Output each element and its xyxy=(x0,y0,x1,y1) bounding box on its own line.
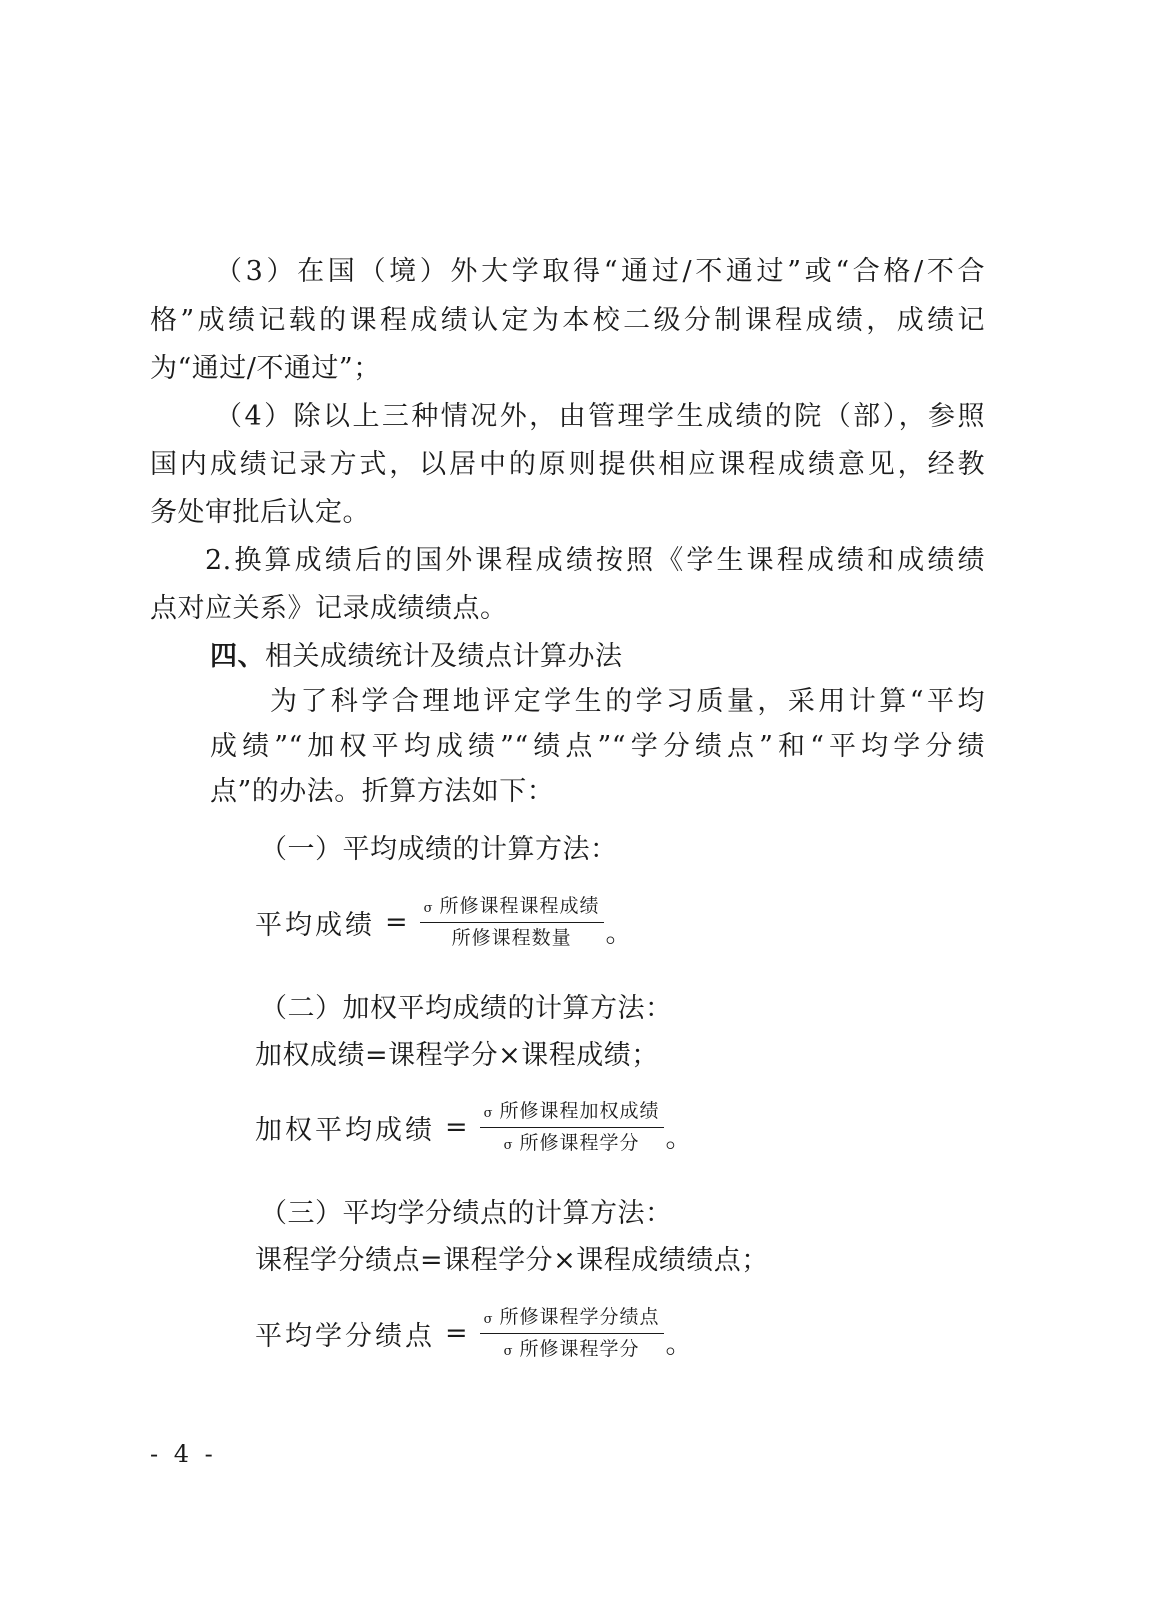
weighted-average-formula xyxy=(255,1100,693,1155)
paragraph-3-line-3: 为“通过/不通过”； xyxy=(150,353,381,384)
section-4-heading-number: 四、 xyxy=(210,641,265,672)
sub-3-title: （三）平均学分绩点的计算方法： xyxy=(260,1198,673,1229)
paragraph-4-line-2: 国内成绩记录方式，以居中的原则提供相应课程成绩意见，经教 xyxy=(150,449,985,480)
denominator-text: 所修课程学分 xyxy=(519,1131,640,1154)
paragraph-3-line-2: 格”成绩记载的课程成绩认定为本校二级分制课程成绩，成绩记 xyxy=(150,305,985,336)
section-4-intro-line-3: 点”的办法。折算方法如下： xyxy=(210,776,555,807)
fraction xyxy=(480,1306,664,1361)
sigma-symbol: σ xyxy=(483,1312,494,1327)
equals-sign: = xyxy=(445,1111,468,1143)
average-score-formula xyxy=(255,895,633,950)
formula-lhs: 平均成绩 xyxy=(255,909,375,941)
equals-sign: = xyxy=(385,906,408,938)
section-4-intro-line-2: 成绩”“加权平均成绩”“绩点”“学分绩点”和“平均学分绩 xyxy=(210,731,985,762)
numerator-text: 所修课程学分绩点 xyxy=(499,1306,660,1328)
sub-2-definition: 加权成绩=课程学分×课程成绩； xyxy=(255,1040,659,1071)
section-4-intro-line-1: 为了科学合理地评定学生的学习质量，采用计算“平均 xyxy=(270,686,985,717)
numerator-text: 所修课程加权成绩 xyxy=(499,1100,660,1122)
item-2-line-1: 2.换算成绩后的国外课程成绩按照《学生课程成绩和成绩绩 xyxy=(205,545,985,576)
sub-3-definition: 课程学分绩点=课程学分×课程成绩绩点； xyxy=(255,1245,769,1276)
formula-lhs: 加权平均成绩 xyxy=(255,1114,435,1146)
fraction-numerator xyxy=(480,1100,664,1128)
item-2-line-2: 点对应关系》记录成绩绩点。 xyxy=(150,593,508,624)
numerator-text: 所修课程课程成绩 xyxy=(439,895,600,917)
formula-end: 。 xyxy=(665,1328,693,1360)
fraction-numerator xyxy=(420,895,604,923)
sigma-symbol: σ xyxy=(483,1106,494,1121)
formula-end: 。 xyxy=(665,1122,693,1154)
fraction-denominator xyxy=(448,923,576,950)
sub-2-title: （二）加权平均成绩的计算方法： xyxy=(260,993,673,1024)
denominator-text: 所修课程学分 xyxy=(519,1337,640,1360)
fraction xyxy=(420,895,604,950)
formula-end: 。 xyxy=(605,917,633,949)
fraction xyxy=(480,1100,664,1155)
fraction-numerator xyxy=(480,1306,664,1334)
section-4-heading xyxy=(210,643,623,670)
section-4-heading-text: 相关成绩统计及绩点计算办法 xyxy=(265,641,623,672)
fraction-denominator xyxy=(500,1334,644,1361)
sigma-symbol: σ xyxy=(503,1343,514,1359)
average-credit-gpa-formula xyxy=(255,1306,693,1361)
sigma-symbol: σ xyxy=(503,1137,514,1153)
equals-sign: = xyxy=(445,1317,468,1349)
denominator-text: 所修课程数量 xyxy=(451,926,572,949)
page-number: - 4 - xyxy=(150,1440,217,1468)
sigma-symbol: σ xyxy=(423,901,434,916)
sub-1-title: （一）平均成绩的计算方法： xyxy=(260,834,618,865)
paragraph-4-line-3: 务处审批后认定。 xyxy=(150,497,370,528)
fraction-denominator xyxy=(500,1128,644,1155)
paragraph-3-line-1: （3）在国（境）外大学取得“通过/不通过”或“合格/不合 xyxy=(215,256,985,287)
paragraph-4-line-1: （4）除以上三种情况外，由管理学生成绩的院（部），参照 xyxy=(215,401,985,432)
formula-lhs: 平均学分绩点 xyxy=(255,1320,435,1352)
